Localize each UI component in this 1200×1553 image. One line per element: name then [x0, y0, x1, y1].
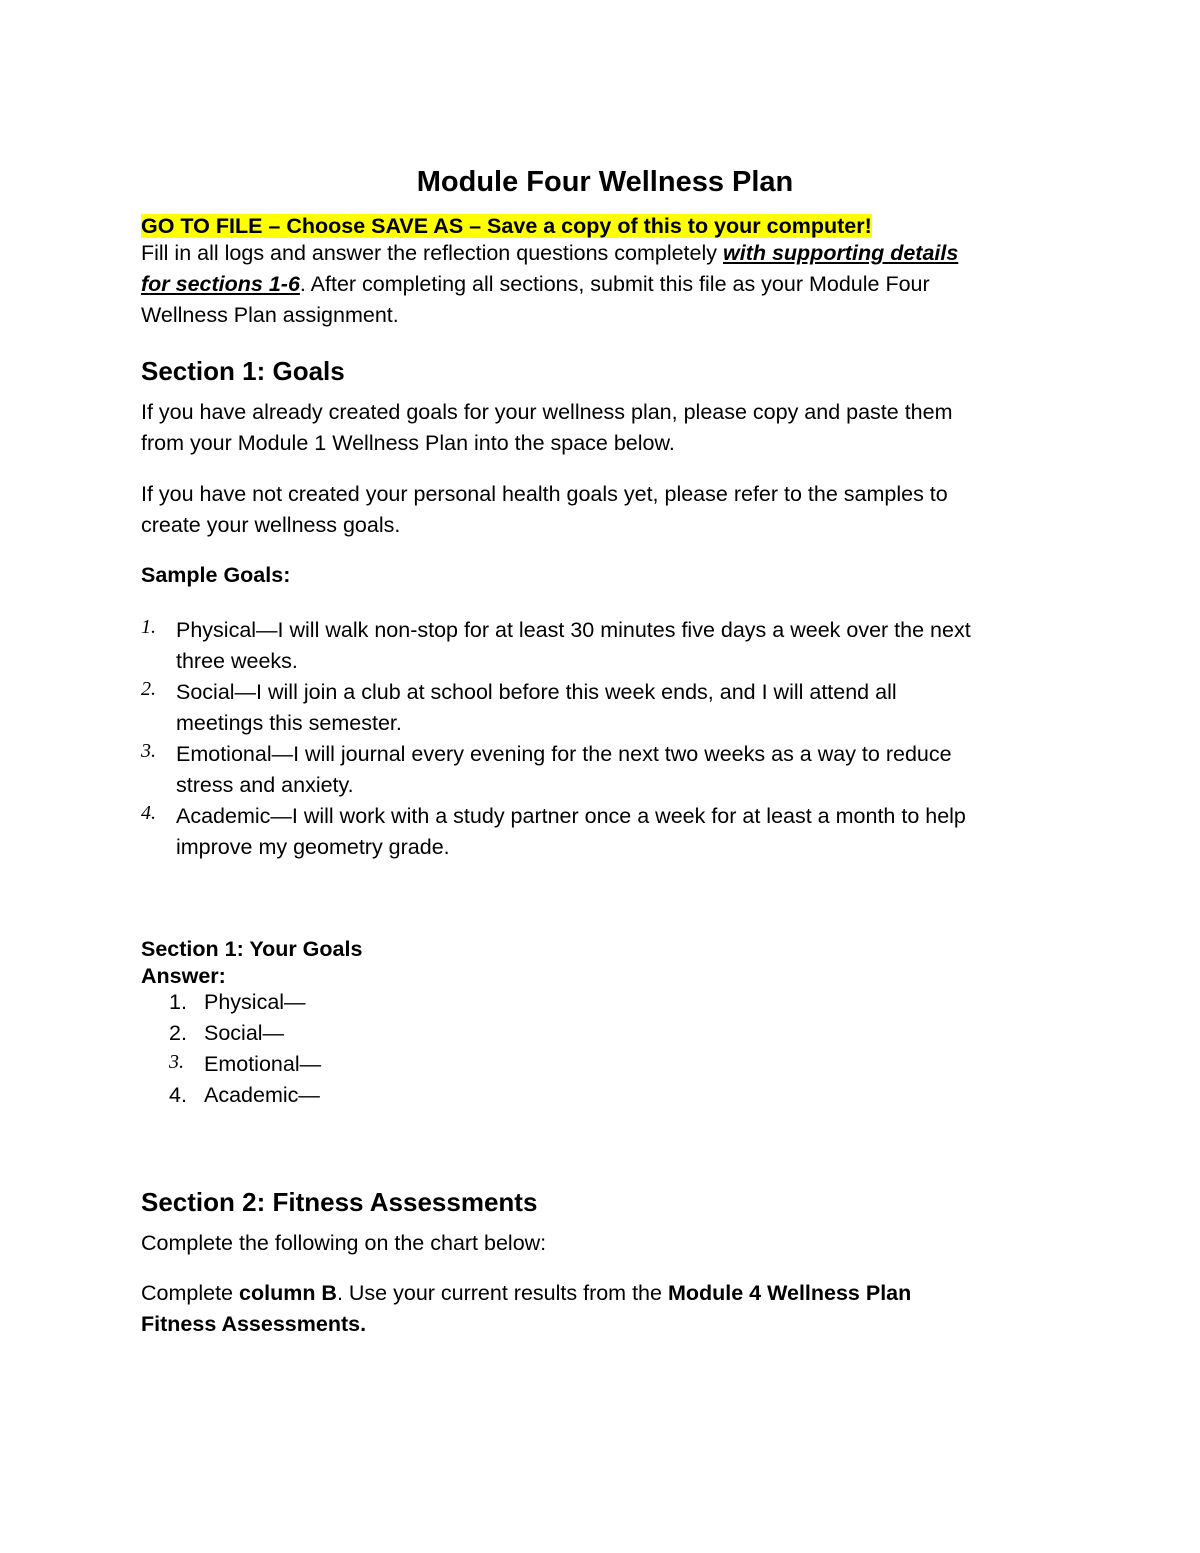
intro-line-2: [141, 269, 930, 300]
sample-goal-number: 1.: [141, 616, 156, 638]
your-goal-label: Physical—: [204, 990, 306, 1014]
intro-emphasis: with supporting details: [723, 241, 959, 265]
your-goals-heading: Section 1: Your Goals: [141, 937, 363, 961]
sample-goal-line: Emotional—I will journal every evening for the next two weeks as a way to reduce: [176, 742, 952, 766]
sample-goal-number: 3.: [141, 740, 156, 762]
intro-text: Fill in all logs and answer the reflection questions completely: [141, 241, 723, 265]
sample-goal-number: 4.: [141, 802, 156, 824]
intro-emphasis-sections: for sections 1-6: [141, 272, 300, 296]
intro-line-1: [141, 238, 958, 269]
sample-goals-heading: Sample Goals:: [141, 563, 291, 587]
section2-bold-plan: Module 4 Wellness Plan: [667, 1281, 912, 1305]
your-goal-label: Social—: [204, 1021, 285, 1045]
section2-p2-line2: Fitness Assessments.: [141, 1312, 367, 1336]
your-goal-number: 2.: [169, 1021, 187, 1045]
save-instruction-highlight: GO TO FILE – Choose SAVE AS – Save a copy of this to your computer!: [141, 214, 872, 238]
sample-goal-line: Social—I will join a club at school before this week ends, and I will attend all: [176, 680, 897, 704]
section2-p2-line1: [141, 1278, 911, 1309]
your-goal-label: Emotional—: [204, 1052, 322, 1076]
section2-text: . Use your current results from the: [336, 1281, 668, 1305]
sample-goal-line: three weeks.: [176, 649, 298, 673]
section1-heading: Section 1: Goals: [141, 356, 345, 386]
sample-goal-number: 2.: [141, 678, 156, 700]
your-goal-number: 1.: [169, 990, 187, 1014]
section1-p1-line1: If you have already created goals for your wellness plan, please copy and paste them: [141, 400, 953, 424]
section2-p1: Complete the following on the chart below:: [141, 1231, 547, 1255]
section1-p2-line2: create your wellness goals.: [141, 513, 401, 537]
your-goal-label: Academic—: [204, 1083, 320, 1107]
section2-heading: Section 2: Fitness Assessments: [141, 1187, 538, 1217]
sample-goal-line: improve my geometry grade.: [176, 835, 450, 859]
intro-text-2: . After completing all sections, submit this file as your Module Four: [299, 272, 930, 296]
sample-goal-line: meetings this semester.: [176, 711, 402, 735]
sample-goal-line: stress and anxiety.: [176, 773, 354, 797]
document-title: Module Four Wellness Plan: [416, 166, 794, 198]
sample-goal-line: Physical—I will walk non-stop for at least 30 minutes five days a week over the next: [176, 618, 971, 642]
section1-p2-line1: If you have not created your personal health goals yet, please refer to the samples to: [141, 482, 948, 506]
your-goal-number: 4.: [169, 1083, 187, 1107]
intro-line-3: Wellness Plan assignment.: [141, 303, 399, 327]
sample-goal-line: Academic—I will work with a study partner once a week for at least a month to help: [176, 804, 966, 828]
your-goal-number: 3.: [169, 1051, 184, 1073]
section1-p1-line2: from your Module 1 Wellness Plan into the space below.: [141, 431, 675, 455]
section2-bold-column: column B: [239, 1281, 337, 1305]
section2-text: Complete: [141, 1281, 239, 1305]
answer-label: Answer:: [141, 964, 226, 988]
